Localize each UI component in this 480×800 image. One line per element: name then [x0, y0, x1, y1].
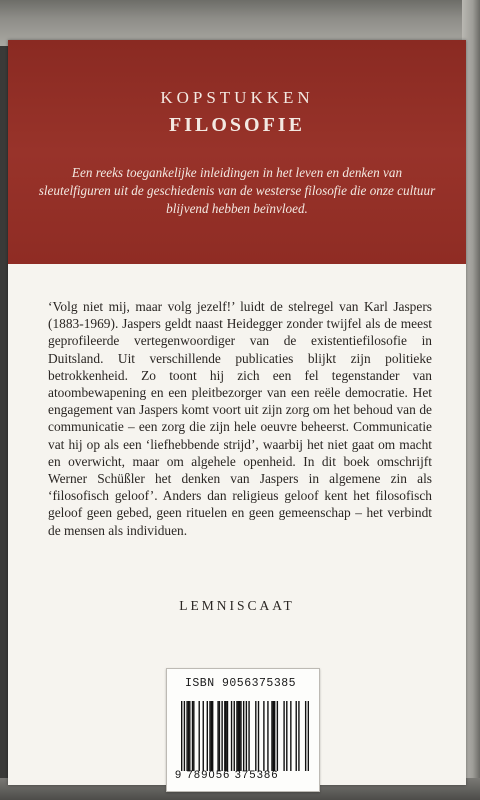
barcode-bar — [263, 701, 264, 771]
barcode-bar — [225, 701, 226, 771]
series-kicker: KOPSTUKKEN — [160, 88, 314, 107]
barcode-bar — [240, 701, 241, 771]
barcode-bar — [258, 701, 259, 771]
series-band — [8, 40, 466, 264]
barcode-bar — [188, 701, 189, 771]
barcode-bar — [221, 701, 222, 771]
barcode-bar — [234, 701, 235, 771]
barcode-bar — [305, 701, 306, 771]
barcode-bar — [308, 701, 309, 771]
barcode-bar — [296, 701, 297, 771]
barcode-bar — [189, 701, 190, 771]
barcode-bar — [212, 701, 213, 771]
barcode-bar — [217, 701, 218, 771]
barcode-bar — [267, 701, 268, 771]
barcode-bar — [209, 701, 210, 771]
barcode-sticker — [166, 668, 320, 792]
series-description: Een reeks toegankelijke inleidingen in het leven en denken van sleutelfiguren uit de geschiedenis van de westerse filosofie die onze cultuur blijvend hebben beïnvloed. — [38, 165, 436, 216]
barcode-bar — [199, 701, 200, 771]
barcode-bar — [273, 701, 274, 771]
blurb-text: ‘Volg niet mij, maar volg jezelf!’ luidt de stelregel van Karl Jaspers (1883-1969). Jaspers geldt naast Heidegger zonder twijfel als de meest geprofileerde vertegenwoordiger van de existentiefilosofie in Duitsland. Uit verschillende publicaties blijkt zijn politieke betrokkenheid. Zo toont hij zich een fel tegenstander van atoombewapening en een pleitbezorger van een reële democratie. Het engagement van Jaspers komt voort uit zijn zorg om het behoud van de communicatie – een zorg die zijn hele oeuvre beheerst. Communicatie vat hij op als een ‘liefhebbende strijd’, waarbij het niet gaat om macht en overwicht, maar om algehele openheid. In dit boek omschrijft Werner Schüßler het denken van Jaspers in algemene zin als ‘filosofisch geloof’. Anders dan religieus geloof kent het filosofisch geloof geen gebed, geen rituelen en geen gemeenschap – het verbindt de mensen als individuen. — [48, 299, 432, 538]
barcode-bar — [238, 701, 239, 771]
barcode-bar — [246, 701, 247, 771]
barcode-bar — [236, 701, 237, 771]
series-title: FILOSOFIE — [169, 114, 305, 136]
barcode-bar — [277, 701, 278, 771]
barcode-icon — [181, 701, 309, 771]
isbn-label: ISBN 9056375385 — [185, 677, 297, 690]
barcode-bar — [186, 701, 187, 771]
barcode-bar — [255, 701, 256, 771]
barcode-bar — [290, 701, 291, 771]
barcode-bar — [227, 701, 228, 771]
barcode-bar — [219, 701, 220, 771]
barcode-bar — [231, 701, 232, 771]
barcode-bar — [181, 701, 182, 771]
barcode-bar — [239, 701, 240, 771]
barcode-bar — [193, 701, 194, 771]
barcode-bar — [184, 701, 185, 771]
barcode-bar — [243, 701, 244, 771]
barcode-bar — [271, 701, 272, 771]
barcode-bar — [248, 701, 249, 771]
barcode-bar — [274, 701, 275, 771]
barcode-bar — [283, 701, 284, 771]
blurb — [48, 298, 432, 539]
barcode-bar — [207, 701, 208, 771]
barcode-bar — [203, 701, 204, 771]
barcode-bar — [211, 701, 212, 771]
book-back-cover — [8, 40, 466, 785]
ean-digits: 9 789056 375386 — [175, 769, 279, 781]
barcode-bar — [286, 701, 287, 771]
publisher-name: LEMNISCAAT — [179, 598, 295, 613]
barcode-bar — [298, 701, 299, 771]
barcode-bar — [224, 701, 225, 771]
barcode-bar — [192, 701, 193, 771]
